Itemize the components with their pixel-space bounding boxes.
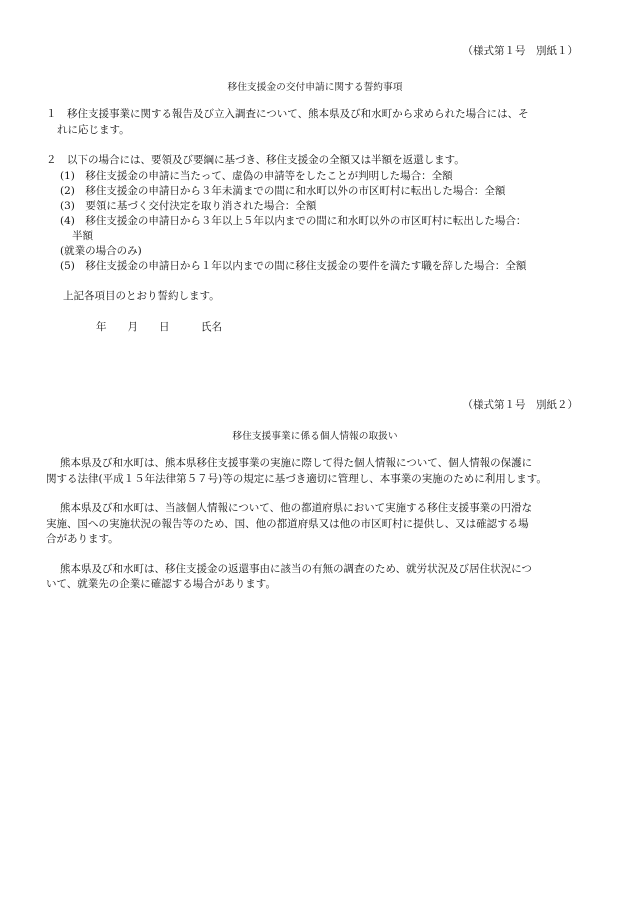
form2-label: （様式第１号 別紙２） xyxy=(462,399,578,411)
para2-line2: 実施、国への実施状況の報告等のため、国、他の都道府県又は他の市区町村に提供し、又は確認する場 xyxy=(46,518,529,530)
para3-line1: 熊本県及び和水町は、移住支援金の返還事由に該当の有無の調査のため、就労状況及び居住状況につ xyxy=(60,563,532,575)
form2-title: 移住支援事業に係る個人情報の取扱い xyxy=(232,431,398,442)
subitem-3: (3) 要領に基づく交付決定を取り消された場合：全額 xyxy=(60,200,317,212)
subitem-1: (1) 移住支援金の申請に当たって、虚偽の申請等をしたことが判明した場合：全額 xyxy=(60,170,453,182)
para2-line1: 熊本県及び和水町は、当該個人情報について、他の都道府県において実施する移住支援事業の円滑な xyxy=(60,502,533,514)
subitem-2: (2) 移住支援金の申請日から３年未満までの間に和水町以外の市区町村に転出した場合：全額 xyxy=(60,185,506,197)
para2-line3: 合があります。 xyxy=(46,533,119,545)
subitem-5: (5) 移住支援金の申請日から１年以内までの間に移住支援金の要件を満たす職を辞した場合：全額 xyxy=(60,260,527,272)
date-name-line: 年 月 日 氏名 xyxy=(96,321,222,333)
item1-line2: れに応じます。 xyxy=(57,124,130,136)
item1-line1: １ 移住支援事業に関する報告及び立入調査について、熊本県及び和水町から求められた場合には、そ xyxy=(46,108,529,120)
para1-line2: 関する法律(平成１５年法律第５７号)等の規定に基づき適切に管理し、本事業の実施のために利用します。 xyxy=(46,473,547,485)
para1-line1: 熊本県及び和水町は、熊本県移住支援事業の実施に際して得た個人情報について、個人情報の保護に xyxy=(60,457,533,469)
form1-title: 移住支援金の交付申請に関する誓約事項 xyxy=(227,82,403,93)
form1-label: （様式第１号 別紙１） xyxy=(462,45,578,57)
subitem-4-line1: (4) 移住支援金の申請日から３年以上５年以内までの間に和水町以外の市区町村に転出した場合： xyxy=(60,215,527,227)
subitem-4-line2: 半額 xyxy=(72,230,93,242)
pledge-text: 上記各項目のとおり誓約します。 xyxy=(63,290,220,302)
para3-line2: いて、就業先の企業に確認する場合があります。 xyxy=(46,578,276,590)
item2-heading: ２ 以下の場合には、要領及び要綱に基づき、移住支援金の全額又は半額を返還します。 xyxy=(46,154,465,166)
employment-note: (就業の場合のみ) xyxy=(60,245,142,257)
